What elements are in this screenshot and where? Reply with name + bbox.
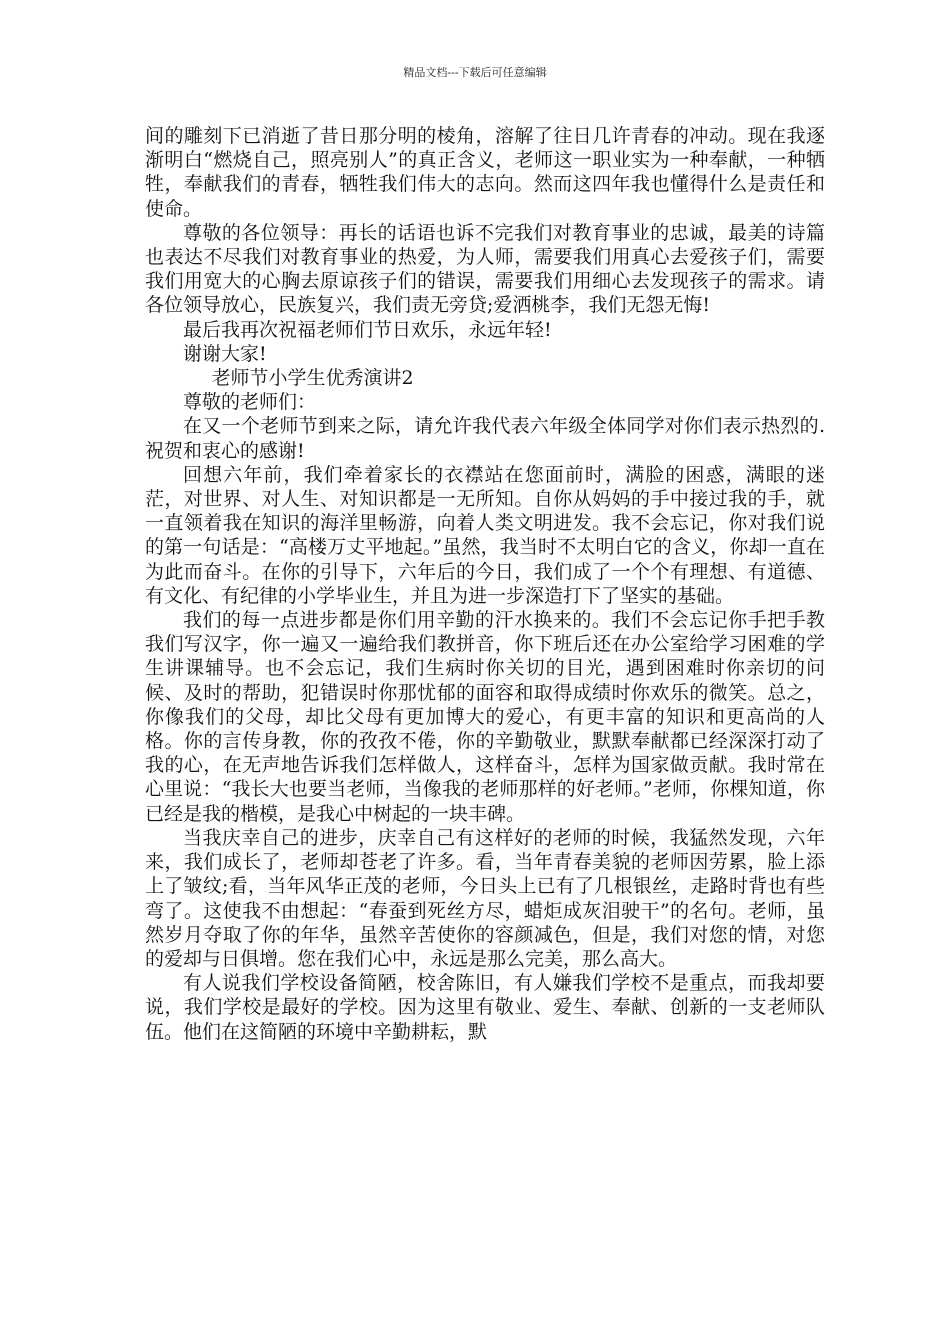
paragraph-progress: 我们的每一点进步都是你们用辛勤的汗水换来的。我们不会忘记你手把手教我们写汉字，你一遍又一遍给我们教拼音，你下班后还在办公室给学习困难的学生讲课辅导。也不会忘记，我们生病时你关切的目光，遇到困难时你亲切的问候、及时的帮助，犯错误时你那忧郁的面容和取得成绩时你欢乐的微笑。总之，你像我们的父母，却比父母有更加博大的爱心，有更丰富的知识和更高尚的人格。你的言传身教，你的孜孜不倦，你的辛勤敬业，默默奉献都已经深深打动了我的心，在无声地告诉我们怎样做人，这样奋斗，怎样为国家做贡献。我时常在心里说：“我长大也要当老师，当像我的老师那样的好老师。”老师，你棵知道，你已经是我的楷模，是我心中树起的一块丰碑。 <box>145 609 825 825</box>
speech-title: 老师节小学生优秀演讲2 <box>211 367 414 390</box>
paragraph-thanks: 谢谢大家! <box>183 342 267 365</box>
document-body <box>145 124 825 1044</box>
paragraph-aging: 当我庆幸自己的进步，庆幸自己有这样好的老师的时候，我猛然发现，六年来，我们成长了，老师却苍老了许多。看，当年青春美貌的老师因劳累，脸上添上了皱纹;看，当年风华正茂的老师，今日头上已有了几根银丝，走路时背也有些弯了。这使我不由想起：“春蚕到死丝方尽，蜡炬成灰泪驶干”的名句。老师，虽然岁月夺取了你的年华，虽然辛苦使你的容颜减色，但是，我们对您的情，对您的爱却与日俱增。您在我们心中，永远是那么完美，那么高大。 <box>145 826 825 970</box>
paragraph-leaders: 尊敬的各位领导：再长的话语也诉不完我们对教育事业的忠诚，最美的诗篇也表达不尽我们对教育事业的热爱，为人师，需要我们用真心去爱孩子们，需要我们用宽大的心胸去原谅孩子们的错误，需要我们用细心去发现孩子的需求。请各位领导放心，民族复兴，我们责无旁贷;爱洒桃李，我们无怨无悔! <box>145 221 825 317</box>
salutation: 尊敬的老师们： <box>183 391 317 414</box>
paragraph-continuation: 间的雕刻下已消逝了昔日那分明的棱角，溶解了往日几许青春的冲动。现在我逐渐明白“燃烧自己，照亮别人”的真正含义，老师这一职业实为一种奉献，一种牺牲，奉献我们的青春，牺牲我们伟大的志向。然而这四年我也懂得什么是责任和使命。 <box>145 125 825 220</box>
paragraph-school: 有人说我们学校设备简陋，校舍陈旧，有人嫌我们学校不是重点，而我却要说，我们学校是最好的学校。因为这里有敬业、爱生、奉献、创新的一支老师队伍。他们在这简陋的环境中辛勤耕耘，默 <box>145 972 825 1043</box>
page-header: 精品文档---下载后可任意编辑 <box>403 66 547 79</box>
paragraph-recall: 回想六年前，我们牵着家长的衣襟站在您面前时，满脸的困惑，满眼的迷茫，对世界、对人生、对知识都是一无所知。自你从妈妈的手中接过我的手，就一直领着我在知识的海洋里畅游，向着人类文明进发。我不会忘记，你对我们说的第一句话是：“高楼万丈平地起。”虽然，我当时不太明白它的含义，你却一直在为此而奋斗。在你的引导下，六年后的今日，我们成了一个个有理想、有道德、有文化、有纪律的小学毕业生，并且为进一步深造打下了坚实的基础。 <box>145 463 825 607</box>
paragraph-wishes: 最后我再次祝福老师们节日欢乐，永远年轻! <box>183 318 552 341</box>
paragraph-greeting: 在又一个老师节到来之际，请允许我代表六年级全体同学对你们表示热烈的.祝贺和衷心的感谢! <box>145 415 825 462</box>
